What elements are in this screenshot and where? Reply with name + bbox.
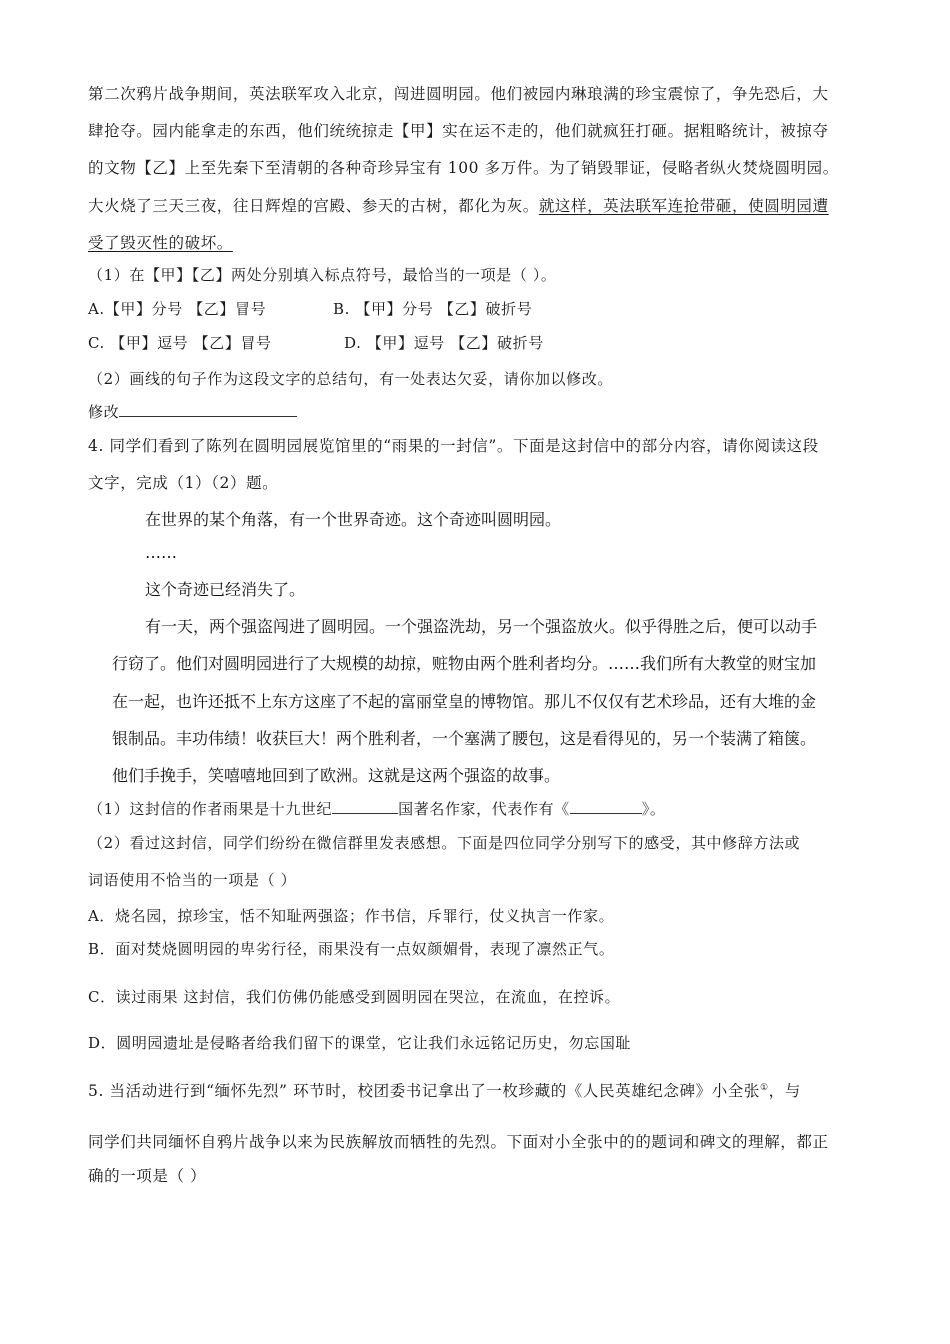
- question-text: ，与: [768, 1082, 801, 1100]
- work-blank[interactable]: [570, 798, 642, 814]
- passage-line: 第二次鸦片战争期间，英法联军攻入北京，闯进圆明园。他们被园内琳琅满的珍宝震惊了，争先恐后，大: [88, 85, 829, 103]
- passage-line: 的文物【乙】上至先秦下至清朝的各种奇珍异宝有 100 多万件。为了销毁罪证，侵略者纵火焚烧圆明园。: [88, 159, 839, 177]
- option-b[interactable]: B．面对焚烧圆明园的卑劣行径，雨果没有一点奴颜媚骨，表现了凛然正气。: [88, 940, 615, 958]
- question-text: （1）这封信的作者雨果是十九世纪: [88, 800, 333, 818]
- underlined-sentence: 就这样，英法联军连抢带砸，使圆明园遭: [538, 197, 829, 215]
- question-stem: （1）在【甲】【乙】两处分别填入标点符号，最恰当的一项是（ ）。: [88, 266, 557, 284]
- question-stem: [88, 1079, 801, 1101]
- option-a[interactable]: A．烧名园，掠珍宝，恬不知耻两强盗；作书信，斥罪行，仗义执言一作家。: [88, 907, 615, 925]
- letter-paragraph: 在一起，也许还抵不上东方这座了不起的富丽堂皇的博物馆。那儿不仅仅有艺术珍品，还有大堆的金: [112, 692, 817, 711]
- letter-paragraph: 这个奇迹已经消失了。: [145, 580, 306, 599]
- question-text: 5. 当活动进行到“缅怀先烈” 环节时，校团委书记拿出了一枚珍藏的《人民英雄纪念碑》小全张: [88, 1082, 760, 1100]
- question-stem: 确的一项是（ ）: [88, 1167, 207, 1185]
- question-text: 国著名作家，代表作有《: [398, 800, 570, 818]
- question-stem: （2）看过这封信，同学们纷纷在微信群里发表感想。下面是四位同学分别写下的感受，其中修辞方法或: [88, 834, 801, 852]
- fill-blank-question: [88, 798, 665, 819]
- option-c[interactable]: C. 【甲】逗号 【乙】冒号: [88, 334, 272, 352]
- letter-paragraph: 有一天，两个强盗闯进了圆明园。一个强盗洗劫，另一个强盗放火。似乎得胜之后，便可以动手: [145, 617, 818, 636]
- option-a[interactable]: A.【甲】分号 【乙】冒号: [88, 300, 267, 318]
- letter-ellipsis: ……: [145, 543, 177, 562]
- option-d[interactable]: D．圆明园遗址是侵略者给我们留下的课堂，它让我们永远铭记历史，勿忘国耻: [88, 1034, 632, 1052]
- answer-blank[interactable]: [119, 401, 297, 417]
- letter-paragraph: 他们手挽手，笑嘻嘻地回到了欧洲。这就是这两个强盗的故事。: [112, 766, 561, 785]
- question-stem: 文字，完成（1）（2）题。: [88, 474, 279, 492]
- country-blank[interactable]: [332, 798, 398, 814]
- letter-paragraph: 在世界的某个角落，有一个世界奇迹。这个奇迹叫圆明园。: [145, 510, 562, 529]
- answer-label: 修改: [88, 403, 120, 421]
- answer-line: [88, 401, 297, 422]
- question-stem: 同学们共同缅怀自鸦片战争以来为民族解放而牺牲的先烈。下面对小全张中的的题词和碑文的理解，都正: [88, 1133, 829, 1151]
- passage-text: 大火烧了三天三夜，往日辉煌的宫殿、参天的古树，都化为灰。: [88, 197, 539, 215]
- letter-paragraph: 行窃了。他们对圆明园进行了大规模的劫掠，赃物由两个胜利者均分。……我们所有大教堂的财宝加: [112, 654, 817, 673]
- passage-line: 肆抢夺。园内能拿走的东西，他们统统掠走【甲】实在运不走的，他们就疯狂打砸。据粗略统计，被掠夺: [88, 122, 829, 140]
- option-b[interactable]: B. 【甲】分号 【乙】破折号: [333, 300, 533, 318]
- option-c[interactable]: C．读过雨果 这封信，我们仿佛仍能感受到圆明园在哭泣，在流血，在控诉。: [88, 988, 621, 1006]
- question-stem: 4. 同学们看到了陈列在圆明园展览馆里的“雨果的一封信”。下面是这封信中的部分内容，请你阅读这段: [88, 437, 819, 455]
- option-d[interactable]: D. 【甲】逗号 【乙】破折号: [344, 334, 544, 352]
- question-stem: （2）画线的句子作为这段文字的总结句，有一处表达欠妥，请你加以修改。: [88, 370, 613, 388]
- passage-line: [88, 194, 829, 216]
- question-stem: 词语使用不恰当的一项是（ ）: [88, 871, 297, 889]
- letter-paragraph: 银制品。丰功伟绩！收获巨大！两个胜利者，一个塞满了腰包，这是看得见的，另一个装满了箱箧。: [112, 729, 817, 748]
- underlined-sentence: 受了毁灭性的破坏。: [88, 234, 233, 252]
- footnote-mark: ①: [760, 1082, 769, 1093]
- question-text: 》。: [641, 800, 666, 818]
